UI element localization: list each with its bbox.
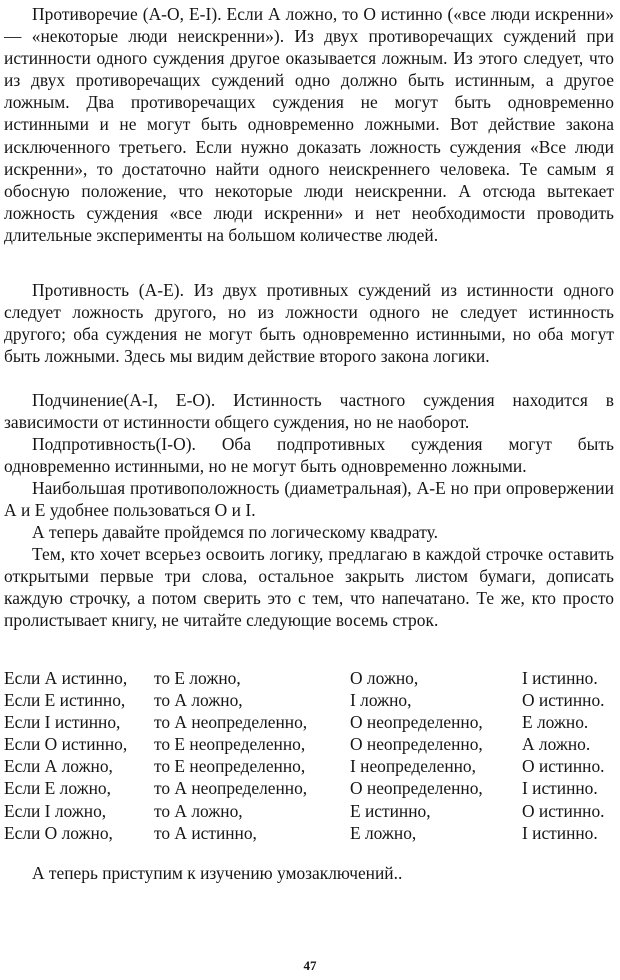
paragraph-contrariety: Противность (А-Е). Из двух противных суждений из истинности одного следует ложность другого, но из ложности одного не следует истинность другого; оба суждения не могут быть одновременно истинными, но оба могут быть ложными. Здесь мы видим действие второго закона логики. xyxy=(4,280,614,367)
table-cell: О истинно. xyxy=(522,690,605,711)
table-cell: А ложно. xyxy=(522,734,591,755)
table-cell: то Е ложно, xyxy=(154,668,241,688)
table-cell: I ложно, xyxy=(350,690,412,711)
paragraph-subcontrariety: Подпротивность(I-O). Оба подпротивных суждения могут быть одновременно истинными, но не могут быть одновременно ложными. xyxy=(4,434,614,477)
table-cell: I истинно. xyxy=(522,778,598,799)
table-cell: Е истинно, xyxy=(350,800,431,821)
table-row xyxy=(4,755,616,777)
table-cell: I истинно. xyxy=(522,822,598,843)
table-cell: I истинно. xyxy=(522,668,598,688)
table-cell: то А неопределенно, xyxy=(154,712,308,733)
table-row xyxy=(4,733,616,755)
paragraph-contradiction: Противоречие (А-О, Е-I). Если А ложно, то О истинно («все люди искренни» — «некоторые люди неискренни»). Из двух противоречащих суждений при истинности одного суждения другое оказывается ложным. Из этого следует, что из двух противоречащих суждений одно должно быть истинным, а другое ложным. Два противоречащих суждения не могут быть одновременно истинными и не могут быть одновременно ложными. Вот действие закона исключенного третьего. Если нужно доказать ложность суждения «Все люди искренни», то достаточно найти одного неискреннего человека. Те самым я обосную положение, что некоторые люди неискренни. А отсюда вытекает ложность суждения «все люди искренни» и нет необходимости проводить длительные эксперименты на большом количестве людей. xyxy=(4,4,614,245)
closing-sentence: А теперь приступим к изучению умозаключений.. xyxy=(32,863,403,883)
table-cell: то Е неопределенно, xyxy=(154,756,306,777)
table-cell: О неопределенно, xyxy=(350,778,483,799)
table-cell: то А ложно, xyxy=(154,690,243,711)
table-cell: О ложно, xyxy=(350,668,419,688)
table-cell: Если I ложно, xyxy=(4,800,107,821)
table-cell: Если О истинно, xyxy=(4,734,128,755)
table-cell: О истинно. xyxy=(522,800,605,821)
table-cell: Если О ложно, xyxy=(4,822,113,843)
table-cell: Если I истинно, xyxy=(4,712,121,733)
table-cell: I неопределенно, xyxy=(350,756,476,777)
table-cell: Е ложно. xyxy=(522,712,589,733)
table-cell: то А истинно, xyxy=(154,822,257,843)
table-row xyxy=(4,711,616,733)
paragraph-greatest-opposition: Наибольшая противоположность (диаметральная), А-Е но при опровержении А и Е удобнее пользоваться О и I. xyxy=(4,478,614,521)
table-cell: О истинно. xyxy=(522,756,605,777)
table-row xyxy=(4,822,616,844)
table-cell: Если Е ложно, xyxy=(4,778,111,799)
table-row xyxy=(4,777,616,799)
table-row xyxy=(4,667,616,689)
table-row xyxy=(4,800,616,822)
table-cell: Е ложно, xyxy=(350,822,417,843)
table-cell: О неопределенно, xyxy=(350,734,483,755)
table-cell: Если Е истинно, xyxy=(4,690,126,711)
table-cell: О неопределенно, xyxy=(350,712,483,733)
table-cell: Если А ложно, xyxy=(4,756,113,777)
table-cell: то А ложно, xyxy=(154,800,243,821)
page-number: 47 xyxy=(303,958,317,973)
logical-square-table xyxy=(4,667,616,844)
table-cell: то А неопределенно, xyxy=(154,778,308,799)
table-cell: то Е неопределенно, xyxy=(154,734,306,755)
table-row xyxy=(4,689,616,711)
paragraph-logical-square-intro: А теперь давайте пройдемся по логическому квадрату. xyxy=(32,522,439,542)
paragraph-exercise-instructions: Тем, кто хочет всерьез освоить логику, предлагаю в каждой строчке оставить открытыми первые три слова, остальное закрыть листом бумаги, дописать каждую строчку, а потом сверить это с тем, что напечатано. Те же, кто просто пролистывает книгу, не читайте следующие восемь строк. xyxy=(4,544,614,631)
paragraph-subordination: Подчинение(A-I, Е-О). Истинность частного суждения находится в зависимости от истинности общего суждения, но не наоборот. xyxy=(4,390,614,433)
table-cell: Если А истинно, xyxy=(4,668,128,688)
